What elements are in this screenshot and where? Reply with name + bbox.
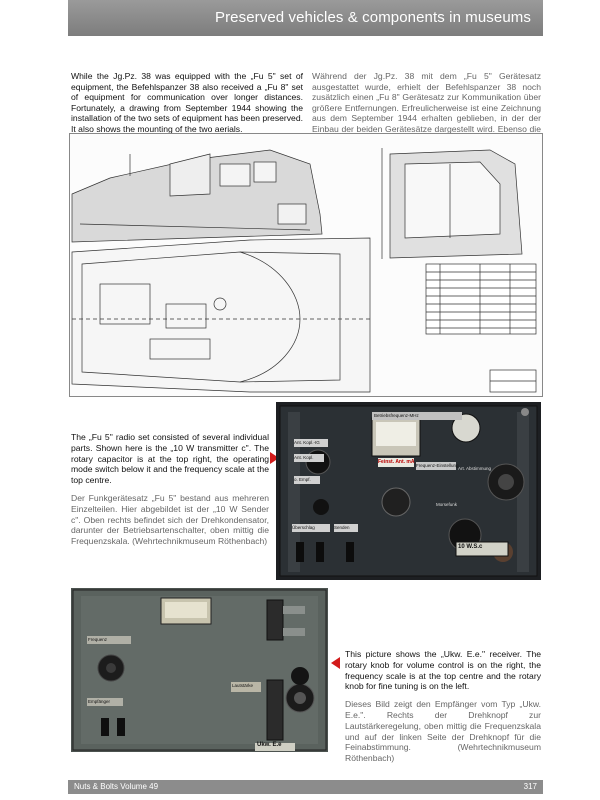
page-title: Preserved vehicles & components in museums xyxy=(214,9,531,26)
photo1-tag-3: o. Empf. xyxy=(294,477,311,482)
page-footer xyxy=(68,780,543,794)
photo1-tag-5: Morsefunk xyxy=(436,502,458,507)
photo1-tag-1: Ant. Kopl.-IG xyxy=(294,440,320,445)
photo1-tag-8: Feinst. Ant. mA xyxy=(378,459,415,465)
footer-publication: Nuts & Bolts Volume 49 xyxy=(74,782,159,791)
caption-fu5 xyxy=(71,432,269,547)
photo1-tag-2: Ant. Kopl. xyxy=(294,455,314,460)
photo1-tag-9: Art. Abstimmung xyxy=(458,466,492,471)
intro-german: Während der Jg.Pz. 38 mit dem „Fu 5" Gerätesatz ausgestattet wurde, erhielt der Befehlspanzer 38 noch zusätzlich einen „Fu 8" Gerätesatz zur Kommunikation über größere Entfernungen. Erfreulicherweise ist eine Zeichnung aus dem September 1944 erhalten geblieben, in der der Einbau der beiden Gerätesätze dargestellt wird. Ebenso die xyxy=(312,71,541,134)
transmitter-photo-figure xyxy=(276,402,541,580)
technical-drawing xyxy=(69,133,543,397)
photo2-tag-2: Empfänger xyxy=(88,699,111,704)
photo2-tag-3: Lautstärke xyxy=(232,683,254,688)
caption-ukw-english: This picture shows the „Ukw. E.e." receiver. The rotary knob for volume control is on the right, the frequency scale is at the top centre and the rotary knob for fine tuning is on the left. xyxy=(345,649,541,692)
technical-drawing-figure xyxy=(70,134,542,396)
caption-fu5-english: The „Fu 5" radio set consisted of several individual parts. Shown here is the „10 W transmitter c". The rotary capacitor is at the top right, the operating mode switch below it and the frequency scale at the top centre. xyxy=(71,432,269,486)
photo1-tag-7: Frequenz-Einstellung xyxy=(416,463,459,468)
photo1-tag-10: Betriebsfrequenz-MHz xyxy=(374,413,419,418)
photo1-tag-6: Senden xyxy=(334,525,350,530)
photo-ukw-receiver xyxy=(71,588,328,752)
photo-10w-transmitter xyxy=(276,402,541,580)
pointer-arrow-left-icon xyxy=(331,657,340,669)
caption-fu5-german: Der Funkgerätesatz „Fu 5" bestand aus mehreren Einzelteilen. Hier abgebildet ist der „10 W Sender c". Oben rechts befindet sich der Drehkondensator, darunter der Betriebsartenschalter, oben mittig die Frequenzskala. (Wehrtechnikmuseum Röthenbach) xyxy=(71,492,269,547)
photo1-tag-4: Überschlag xyxy=(292,525,315,530)
page-header xyxy=(68,0,543,36)
caption-ukw xyxy=(345,649,541,764)
photo2-model-plate: Ukw. E.e xyxy=(257,742,282,748)
receiver-photo-figure xyxy=(71,588,328,752)
page-number: 317 xyxy=(523,782,537,791)
photo1-model-plate: 10 W.S.c xyxy=(458,544,483,550)
photo2-tag-1: Frequenz xyxy=(88,637,108,642)
intro-english: While the Jg.Pz. 38 was equipped with the „Fu 5" set of equipment, the Befehlspanzer 38 also received a „Fu 8" set of equipment for communication over longer distances. Fortunately, a drawing from September 1944 showing the installation of the two sets of equipment has been preserved. It also shows the mounting of the two aerials. xyxy=(71,71,303,134)
caption-ukw-german: Dieses Bild zeigt den Empfänger vom Typ „Ukw. E.e.". Rechts der Drehknopf zur Lautstärkeregelung, oben mittig die Frequenzskala und auf der linken Seite der Drehknopf für die Feinabstimmung. (Wehrtechnikmuseum Röthenbach) xyxy=(345,699,541,764)
